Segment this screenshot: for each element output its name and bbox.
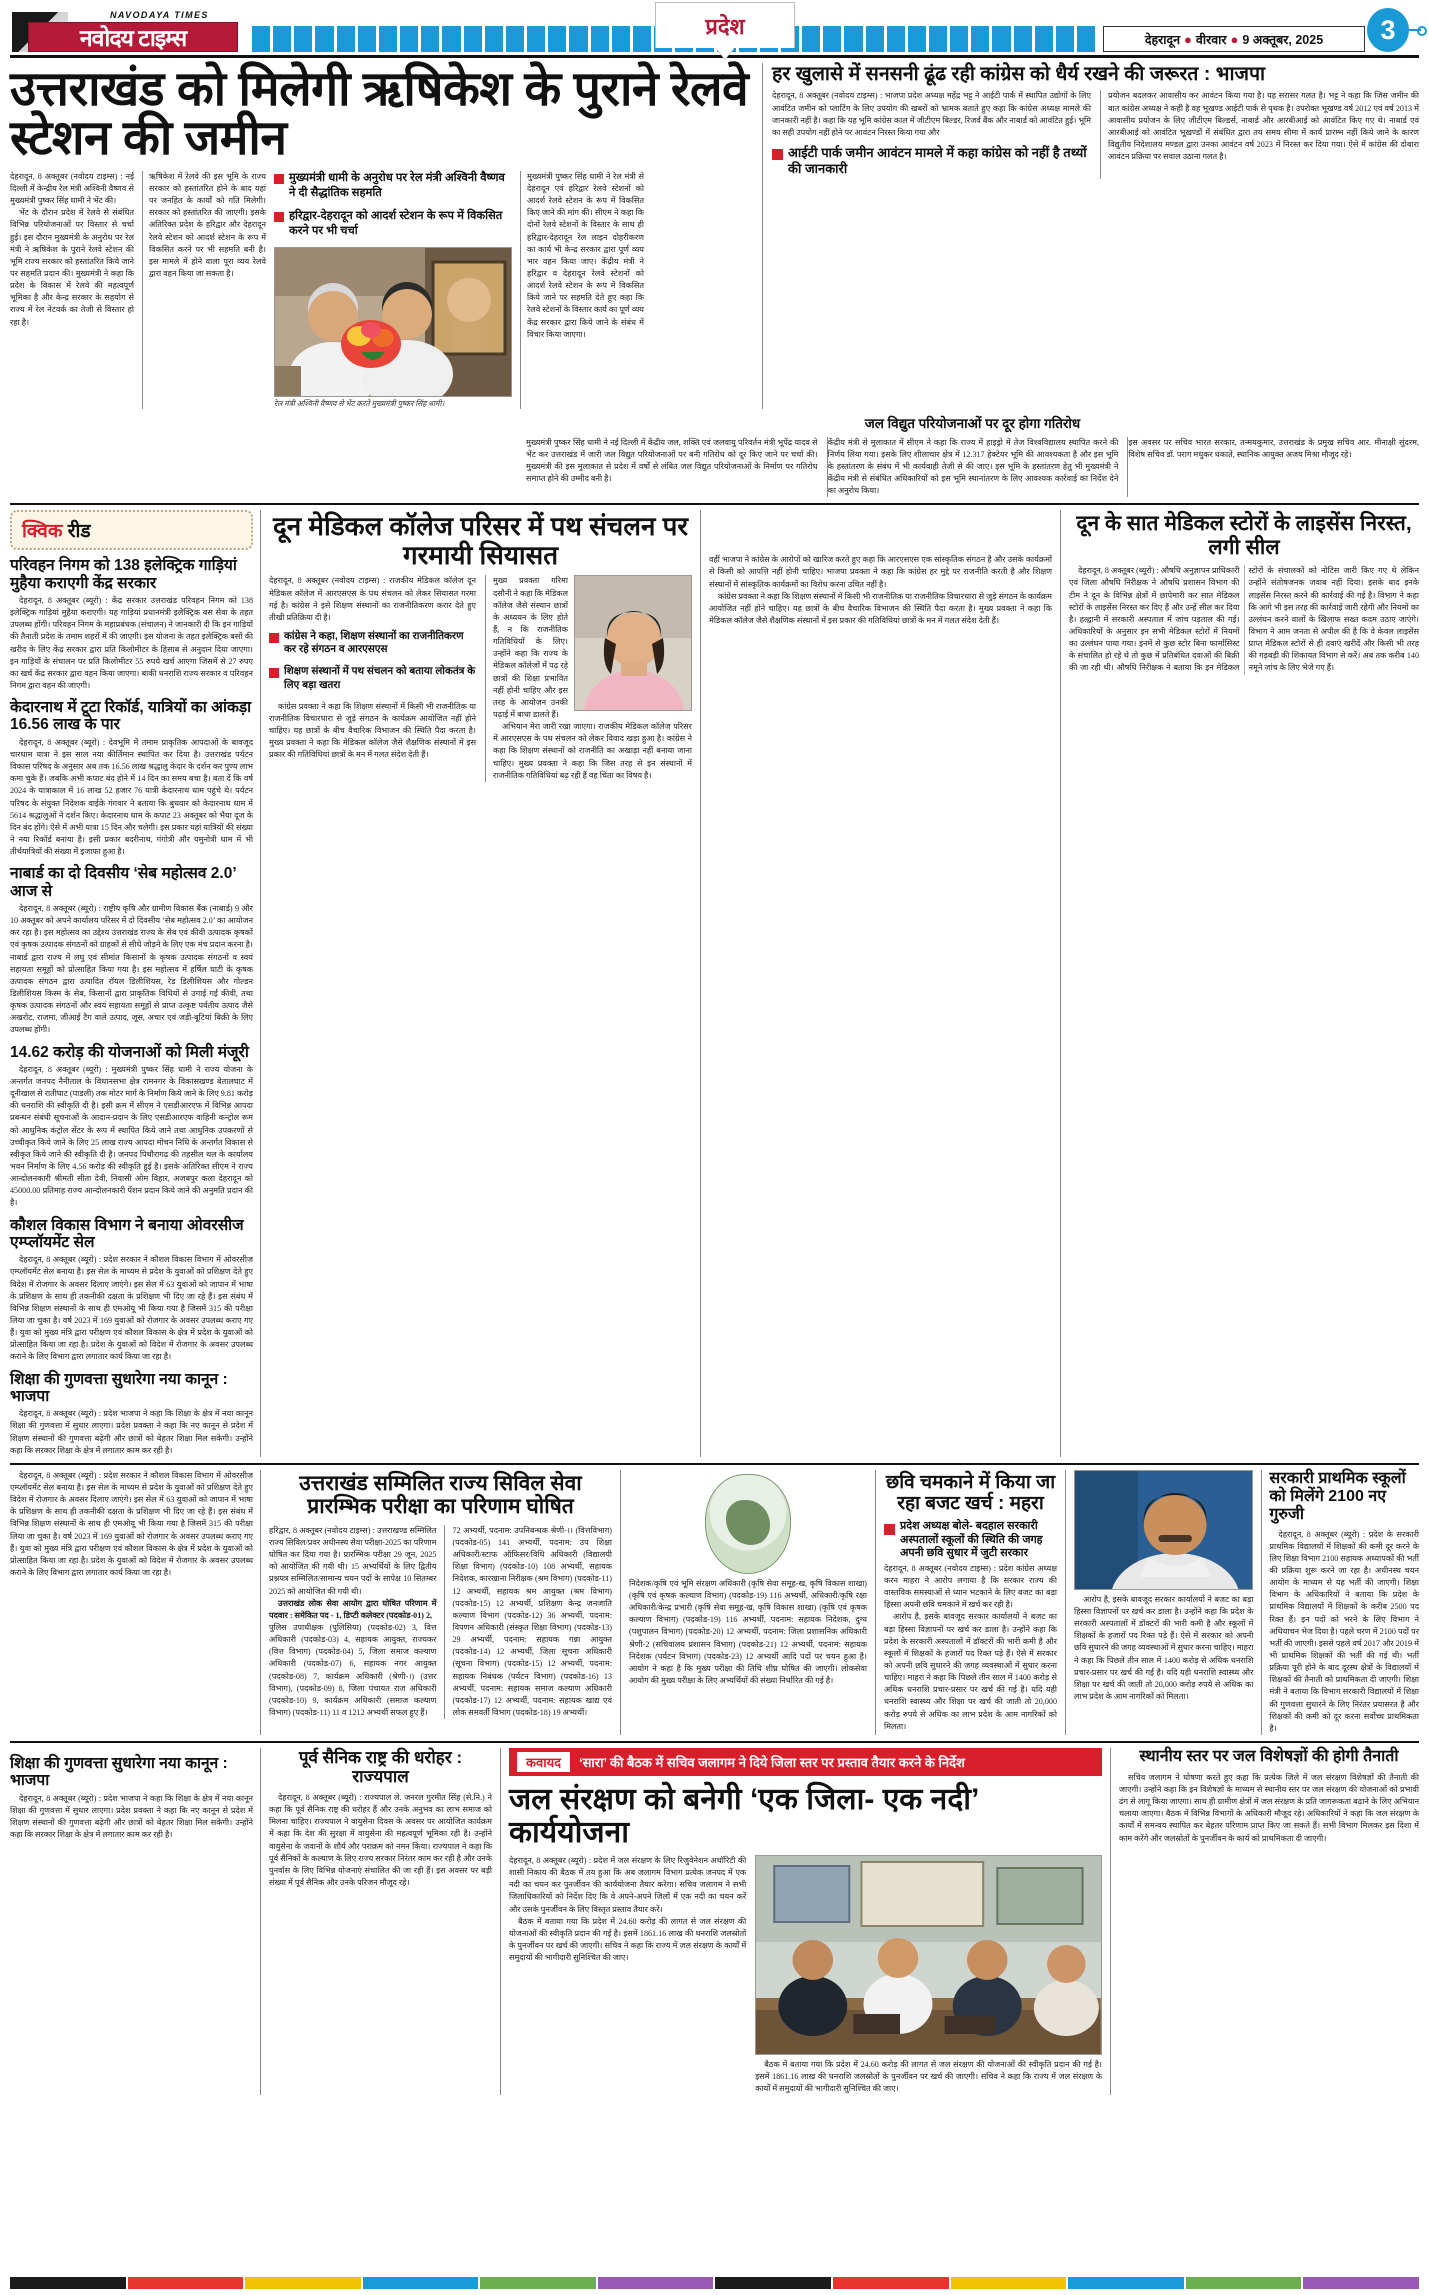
quick-read-label-red: क्विक — [22, 521, 63, 543]
lead-col3-text: मुख्यमंत्री पुष्कर सिंह धामी ने रेल मंत्री से देहरादून एवं हरिद्वार रेलवे स्टेशनों को आदर्श रेलवे स्टेशन के रूप में विकसित किए जाने की मांग की। सीएम ने कहा कि दोनों रेलवे स्टेशनों के विस्तार के साथ ही हरिद्वार-देहरादून रेल लाइन दोहरीकरण का कार्य भी केन्द्र सरकार द्वारा पूर्ण व्यय भार वहन किया जाए। केंद्रीय मंत्री ने हरिद्वार व देहरादून रेलवे स्टेशनों को आदर्श रेलवे स्टेशन के रूप में विकसित किये जाने पर सहमति देते हुए कहा कि रेलवे स्टेशनों के विस्तार कार्य का पूर्ण व्यय केंद्र सरकार द्वारा किये जाने के संबंध में विचार किया जाएगा। — [527, 171, 644, 339]
band3-spacer-column — [10, 1470, 260, 1735]
qr-text-6: देहरादून, 8 अक्तूबर (ब्यूरो) : प्रदेश भाजपा ने कहा कि शिक्षा के क्षेत्र में नया कानून शिक्षा की गुणवत्ता में सुधार लाएगा। प्रदेश प्रवक्ता ने कहा कि नए कानून से प्रदेश में शिक्षण संस्थानों की गुणवत्ता बढ़ेगी और छात्रों को बेहतर शिक्षा मिल सकेगी। उन्होंने कहा कि सरकार शिक्षा के क्षेत्र में लगातार काम कर रही है। — [10, 1409, 253, 1455]
water-banner-strip — [509, 1748, 1102, 1776]
lead-photo-caption: रेल मंत्री अश्विनी वैष्णव से भेंट करते मुख्यमंत्री पुष्कर सिंह धामी। — [274, 399, 445, 409]
band4-left-text: देहरादून, 8 अक्तूबर (ब्यूरो) : प्रदेश भाजपा ने कहा कि शिक्षा के क्षेत्र में नया कानून शिक्षा की गुणवत्ता में सुधार लाएगा। प्रदेश प्रवक्ता ने कहा कि नए कानून से प्रदेश में शिक्षण संस्थानों की गुणवत्ता बढ़ेगी और छात्रों को बेहतर शिक्षा मिल सकेगी। उन्होंने कहा कि सरकार शिक्षा के क्षेत्र में लगातार काम कर रही है। — [10, 1793, 253, 1840]
lead-dateline: देहरादून, 8 अक्तूबर (नवोदय टाइम्स) : नई दिल्ली में केन्द्रीय रेल मंत्री अश्विनी वैष्णव से मुख्यमंत्री पुष्कर सिंह धामी ने भेंट की। — [10, 171, 134, 206]
right-top-headline: हर खुलासे में सनसनी ढूंढ रही कांग्रेस को धैर्य रखने की जरूरत : भाजपा — [772, 63, 1266, 85]
governor-text: देहरादून, 8 अक्तूबर (ब्यूरो) : राज्यपाल ले. जनरल गुरमीत सिंह (से.नि.) ने कहा कि पूर्व सैनिक राष्ट्र की धरोहर हैं और उनके अनुभव का लाभ समाज को मिलना चाहिए। राज्यपाल ने वायुसेना दिवस के अवसर पर आयोजित कार्यक्रम में कहा कि देश की सुरक्षा में वायुसेना की महत्वपूर्ण भूमिका रही है। उन्होंने वायुसेना के जवानों के शौर्य और पराक्रम को नमन किया। राज्यपाल ने कहा कि पूर्व सैनिकों के कल्याण के लिए राज्य सरकार निरंतर काम कर रही है और उनके पुनर्वास के लिए विभिन्न योजनाएं संचालित की जा रही हैं। इस अवसर पर बड़ी संख्या में पूर्व सैनिक और उनके परिजन मौजूद रहे। — [269, 1793, 492, 1887]
hydro-headline: जल विद्युत परियोजनाओं पर दूर होगा गतिरोध — [864, 416, 1081, 432]
qr-headline-2: केदारनाथ में टूटा रिकॉर्ड, यात्रियों का आंकड़ा 16.56 लाख के पार — [10, 699, 252, 734]
lead-story — [10, 63, 762, 409]
mahra-portrait-illustration — [1075, 1471, 1252, 1590]
dateline-dot-2: ● — [1230, 31, 1239, 47]
civil-service-list-3: निदेशक/कृषि एवं भूमि संरक्षण अधिकारी (कृषि सेवा समूह-ख, कृषि विकास शाखा) (कृषि एवं कृषक कल्याण विभाग) (पदकोड-19) 116 अभ्यर्थी, अधिकारी/कृषि रक्षा अधिकारी/केन्द्र प्रभारी (कृषि सेवा समूह-ख, कृषि विकास शाखा) (कृषि एवं कृषक कल्याण विभाग) (पदकोड-19) 116 अभ्यर्थी, पदनाम: सहायक निदेशक, दुग्ध (पशुपालन विभाग) (पदकोड-20) 12 अभ्यर्थी, पदनाम: जिला प्रशासनिक अधिकारी श्रेणी-2 (सचिवालय प्रशासन विभाग) (पदकोड-21) 12 अभ्यर्थी, पदनाम: सहायक निदेशक (पर्यटन विभाग) (पदकोड-23) 12 अभ्यर्थी आदि पदों पर चयन हुआ है। आयोग ने कहा है कि मुख्य परीक्षा की तिथि शीघ्र घोषित की जाएगी। लोकसेवा आयोग की मुख्य परीक्षा के लिए अभ्यर्थियों की संख्या निर्धारित की गई है। — [629, 1578, 867, 1685]
schools-left-text: आरोप है, इसके बावजूद सरकार कार्यालयों ने बजट का बड़ा हिस्सा विज्ञापनों पर खर्च कर डाला है। उन्होंने कहा कि प्रदेश के सरकारी अस्पतालों में डॉक्टरों की भारी कमी है और स्कूलों में शिक्षकों के हजारों पद रिक्त पड़े हैं। ऐसे में सरकार को अपनी छवि सुधारने की जगह व्यवस्थाओं में सुधार करना चाहिए। माहरा ने कहा कि पिछले तीन साल में 1400 करोड़ से अधिक धनराशि प्रचार-प्रसार पर खर्च की गई है। यदि यही धनराशि स्वास्थ्य और शिक्षा पर खर्च की जाती तो 20,000 करोड़ रुपये से अधिक का लाभ प्रदेश के आम नागरिकों को मिलता। — [1074, 1594, 1254, 1701]
civil-service-story — [260, 1470, 620, 1735]
schools-story — [1065, 1470, 1419, 1735]
lead-col1-text: भेंट के दौरान प्रदेश में रेलवे से संबंधित विभिन्न परियोजनाओं पर विस्तार से चर्चा हुई। इस दौरान मुख्यमंत्री के अनुरोध पर रेल मंत्री ने ऋषिकेश के पुराने रेलवे स्टेशन की भूमि राज्य सरकार को हस्तांतरित किये जाने पर सहमति प्रदान की। मुख्यमंत्री ने कहा कि प्रदेश के विकास में रेलवे की महत्वपूर्ण भूमिका है और केन्द्र सरकार के सहयोग से राज्य में रेल नेटवर्क का तेजी से विस्तार हो रहा है। — [10, 208, 134, 327]
right-top-redbox-text: आईटी पार्क जमीन आवंटन मामले में कहा कांग्रेस को नहीं है तथ्यों की जानकारी — [788, 144, 1087, 176]
doon-medical-col4b: कांग्रेस प्रवक्ता ने कहा कि शिक्षण संस्थानों में किसी भी राजनीतिक या राजनीतिक विचारधारा से जुड़े संगठन के कार्यक्रम आयोजित नहीं होने चाहिए। यह छात्रों के बीच वैचारिक विभाजन की स्थिति पैदा करता है। मुख्य प्रवक्ता ने कहा कि मेडिकल कॉलेज जैसे शैक्षणिक संस्थानों में इस प्रकार की गतिविधियां छात्रों के मन में गलत संदेश देती हैं। — [709, 591, 1052, 625]
lead-col-2 — [142, 171, 266, 409]
qr-headline-4: 14.62 करोड़ की योजनाओं को मिली मंजूरी — [10, 1043, 249, 1061]
doon-medical-story — [260, 510, 700, 1457]
hydro-col1: मुख्यमंत्री पुष्कर सिंह धामी ने नई दिल्ली में केंद्रीय जल, शक्ति एवं जलवायु परिवर्तन मंत्री भूपेंद्र यादव से भेंट कर उत्तराखंड में जारी जल विद्युत परियोजनाओं पर बनी गतिरोध को दूर किए जाने पर चर्चा की। मुख्यमंत्री की इस मुलाकात से प्रदेश में वर्षों से लंबित जल विद्युत परियोजनाओं के निर्माण पर गतिरोध समाप्त होने की उम्मीद बनी है। — [526, 437, 818, 483]
dateline-date: 9 अक्तूबर, 2025 — [1242, 32, 1324, 47]
lead-photo — [274, 247, 512, 397]
schools-text: देहरादून, 8 अक्तूबर (ब्यूरो) : प्रदेश के सरकारी प्राथमिक विद्यालयों में शिक्षकों की कमी दूर करने के लिए शिक्षा विभाग 2100 सहायक अध्यापकों की भर्ती की प्रक्रिया शुरू करने जा रहा है। अधीनस्थ चयन आयोग के माध्यम से यह भर्ती की जाएगी। शिक्षा विभाग के अधिकारियों ने बताया कि प्रदेश के प्राथमिक विद्यालयों में शिक्षकों के करीब 2500 पद रिक्त हैं। इन पदों को भरने के लिए विभाग ने अधियाचन भेज दिया है। पहले चरण में 2100 पदों पर भर्ती की जाएगी। इससे पहले वर्ष 2017 और 2019 में भी प्राथमिक शिक्षकों की भर्ती की गई थी। भर्ती प्रक्रिया पूरी होने के बाद दूरस्थ क्षेत्रों के विद्यालयों में शिक्षकों की तैनाती को प्राथमिकता दी जाएगी। शिक्षा मंत्री ने बताया कि विभाग सरकारी विद्यालयों में शिक्षा की गुणवत्ता सुधारने के लिए निरंतर प्रयासरत है और शिक्षकों की कमी को दूर करना सर्वोच्च प्राथमिकता है। — [1269, 1529, 1419, 1733]
doon-medical-bullet-1-text: कांग्रेस ने कहा, शिक्षण संस्थानों का राजनीतिकरण कर रहे संगठन व आरएसएस — [284, 631, 464, 656]
civil-service-third-column — [620, 1470, 875, 1735]
governor-headline: पूर्व सैनिक राष्ट्र की धरोहर : राज्यपाल — [298, 1747, 463, 1786]
qr-text-5: देहरादून, 8 अक्तूबर (ब्यूरो) : प्रदेश सरकार ने कौशल विकास विभाग में ओवरसीज एम्प्लॉयमेंट सेल बनाया है। इस सेल के माध्यम से प्रदेश के युवाओं को प्रशिक्षण देते हुए विदेश में रोजगार के अवसर दिलाए जाएंगे। इस सेल में 63 युवाओं को जापान में भाषा के प्रशिक्षण के साथ ही तकनीकी दक्षता के प्रशिक्षण भी दिए जा रहे हैं। इस संबंध में विभिन्न शिक्षण संस्थानों के साथ ही एमओयू भी किया गया है जिसमें 315 की परीक्षा लिया जा चुका है। वर्ष 2023 में 169 युवाओं को रोजगार के अवसर उपलब्ध कराए गए हैं। युवा को मुख्य मंत्रि द्वारा परीक्षण एवं कौशल विकास के क्षेत्र में प्रदेश के युवाओं को प्रोत्साहित किया जा रहा है। प्रदेश के युवाओं को विदेश में रोजगार के अवसर उपलब्ध कराने के लिए विभाग द्वारा लगातार कार्य किया जा रहा है। — [10, 1255, 253, 1362]
qr-text-2: देहरादून, 8 अक्तूबर (ब्यूरो) : देवभूमि में तमाम प्राकृतिक आपदाओं के बावजूद चारधाम यात्रा ने इस साल नया कीर्तिमान स्थापित कर दिया है। उत्तराखंड पर्यटन विकास परिषद के अनुसार अब तक 16.56 लाख श्रद्धालु केदार के दर्शन कर पुण्य लाभ कमा चुके हैं। जबकि अभी कपाट बंद होने में 14 दिन का समय बचा है। बता दें कि वर्ष 2024 के यात्राकाल में 16 लाख 52 हजार 76 यात्री केदारनाथ धाम पहुंचे थे। पर्यटन परिषद के संयुक्त निदेशक वाईके गंगवार ने बताया कि बुधवार को केदारनाथ धाम में 5614 श्रद्धालुओं ने दर्शन किए। केदारनाथ धाम के कपाट 23 अक्तूबर को भैया दूज के दिन बंद होंगे। ऐसे में अभी यात्रा 15 दिन और चलेगी। इस प्रकार यहां यात्रियों की संख्या ने नया रिकॉर्ड बनाया है। इसी प्रकार बदरीनाथ, गंगोत्री और यमुनोत्री धाम में भी तीर्थयात्रियों की संख्या में इजाफा हुआ है। — [10, 737, 253, 857]
lead-bullet-1-text: मुख्यमंत्री धामी के अनुरोध पर रेल मंत्री अश्विनी वैष्णव ने दी सैद्धांतिक सहमति — [289, 171, 505, 199]
portrait-illustration — [575, 576, 692, 711]
page-number-tail-icon — [1405, 29, 1421, 31]
doon-stores-text: देहरादून, 8 अक्तूबर (ब्यूरो) : औषधि अनुज्ञापन प्राधिकारी एवं जिला औषधि निरीक्षक ने औषधि प्रशासन विभाग की टीम ने दून के विभिन्न क्षेत्रों में छापेमारी कर सात मेडिकल स्टोरों के लाइसेंस निरस्त कर दिए हैं और उन्हें सील कर दिया है। हल्द्वानी में सरकारी अस्पताल में जांच पड़ताल की गई। अधिकारियों के अनुसार इन सभी मेडिकल स्टोरों में नियमों का उल्लंघन पाया गया। इनमें से कुछ स्टोर बिना फार्मासिस्ट के संचालित हो रहे थे तो कुछ में प्रतिबंधित दवाओं की बिक्री की जा रही थी। औषधि निरीक्षक ने बताया कि इन मेडिकल स्टोरों के संचालकों को नोटिस जारी किए गए थे लेकिन उन्होंने संतोषजनक जवाब नहीं दिया। इसके बाद इनके लाइसेंस निरस्त करने की कार्रवाई की गई है। विभाग ने कहा कि आगे भी इस तरह की कार्रवाई जारी रहेगी और नियमों का उल्लंघन करने वालों के खिलाफ सख्त कदम उठाए जाएंगे। विभाग ने आम जनता से अपील की है कि वे केवल लाइसेंस प्राप्त मेडिकल स्टोरों से ही दवाएं खरीदें और किसी भी तरह की गड़बड़ी की शिकायत विभाग से करें। अब तक करीब 140 नमूने जांच के लिए भेजे गए हैं। — [1069, 566, 1419, 673]
right-top-redbox — [772, 145, 1091, 176]
lead-photo-illustration — [275, 248, 512, 397]
chhavi-redbox-text: प्रदेश अध्यक्ष बोले- बदहाल सरकारी अस्पतालों स्कूलों की स्थिति की जगह अपनी छवि सुधार में जुटी सरकार — [900, 1520, 1043, 1559]
qr-text-4: देहरादून, 8 अक्तूबर (ब्यूरो) : मुख्यमंत्री पुष्कर सिंह धामी ने राज्य योजना के अन्तर्गत जनपद नैनीताल के विधानसभा क्षेत्र रामनगर के विकासखण्ड बेतालघाट में दूनीखाल से रातीघाट (पाडली) तक मोटर मार्ग के निर्माण किये जाने के लिए 9.81 करोड़ की धनराशि की स्वीकृति दी है। इसी क्रम में सीएम ने एसडीआरएफ में विभिन्न आपदा प्रबन्धन संबंधी सूचनाओं के आदान-प्रदान के लिए एसडीआरएफ वाहिनी कन्ट्रोल रूम को आधुनिक कंट्रोल सेंटर के रूप में स्थापित किये जाने तथा आधुनिक उपकरणों से उच्चीकृत किये जाने के लिए 25 लाख राज्य आपदा मोचन निधि के अन्तर्गत विकास से स्वीकृत किये जाने की स्वीकृति दी है। जनपद पिथौरागढ़ की तहसील थल के कार्यालय भवन निर्माण के लिए 4.56 करोड़ की स्वीकृति हुई है। इसके अतिरिक्त सीएम ने राज्य आन्दोलनकारी श्रीमती सीता देवी, निवासी ओम विहार, अजबपुर कला देहरादून को 45000.00 प्रतिमाह राज्य आन्दोलनकारी पेंशन प्रदान किये जाने की अनुमति प्रदान की है। — [10, 1064, 253, 1208]
bullet-square-icon — [884, 1524, 895, 1535]
dateline-place: देहरादून — [1144, 32, 1181, 47]
civil-service-headline: उत्तराखंड सम्मिलित राज्य सिविल सेवा प्रारम्भिक परीक्षा का परिणाम घोषित — [299, 1471, 582, 1519]
doon-medical-headline: दून मेडिकल कॉलेज परिसर में पथ संचलन पर गरमायी सियासत — [272, 511, 689, 570]
band-4 — [10, 1741, 1419, 2095]
doon-stores-story — [1060, 510, 1419, 1457]
lead-bullets-and-photo — [274, 171, 512, 409]
dateline-day: वीरवार — [1195, 32, 1227, 47]
qr-headline-3: नाबार्ड का दो दिवसीय ‘सेब महोत्सव 2.0’ आज से — [10, 865, 237, 900]
qr-headline-1: परिवहन निगम को 138 इलेक्ट्रिक गाड़ियां मुहैया कराएगी केंद्र सरकार — [10, 557, 237, 592]
dateline-dot-1: ● — [1184, 31, 1192, 47]
doon-medical-bullet-2 — [269, 665, 476, 691]
qr-headline-5: कौशल विकास विभाग ने बनाया ओवरसीज एम्प्लॉयमेंट सेल — [10, 1216, 244, 1251]
bullet-square-icon — [274, 174, 284, 184]
lead-subband — [10, 411, 1419, 497]
civil-service-list-2: 72 अभ्यर्थी, पदनाम: उपनिबन्धक श्रेणी-।। (वित्तविभाग) (पदकोड-05) 141 अभ्यर्थी, पदनाम: उप शिक्षा अधिकारी/स्टाफ ऑफिसर/विधि अधिकारी (विद्यालयी शिक्षा विभाग) (पदकोड-10) 108 अभ्यर्थी, सहायक निदेशक, कारखाना निरीक्षक (श्रम विभाग) (पदकोड-11) 12 अभ्यर्थी, सहायक श्रम आयुक्त (श्रम विभाग) (पदकोड-15) 12 अभ्यर्थी, प्रशिक्षण केन्द्र जनजाति कल्याण विभाग (पदकोड-12) 36 अभ्यर्थी, पदनाम: विपणन अधिकारी (संस्कृत शिक्षा विभाग) (पदकोड-13) 29 अभ्यर्थी, पदनाम: सहायक गन्ना आयुक्त (पदकोड-14) 12 अभ्यर्थी, जिला सूचना अधिकारी (सूचना विभाग) (पदकोड-15) 12 अभ्यर्थी, पदनाम: सहायक निबंधक (पर्यटन विभाग) (पदकोड-16) 13 अभ्यर्थी, पदनाम: सहायक समाज कल्याण अधिकारी (पदकोड-17) 12 अभ्यर्थी, पदनाम: सहायक खाद्य एवं लोक समवर्ती विभाग (पदकोड-18) 19 अभ्यर्थी। — [452, 1525, 612, 1717]
governor-story — [260, 1748, 500, 2095]
civil-service-intro: हरिद्वार, 8 अक्तूबर (नवोदय टाइम्स) : उत्तराखण्ड सम्मिलित राज्य सिविल/प्रवर अधीनस्थ सेवा परीक्षा-2025 का परिणाम घोषित कर दिया गया है। प्रारम्भिक परीक्षा 29 जून, 2025 को आयोजित की गयी थी। 15 अभ्यर्थियों के लिए द्वितीय प्रश्नपत्र सम्मिलित/सामान्य चयन पदों के सापेक्ष 10 सितम्बर 2025 को आयोजित की गयी थी। — [269, 1525, 437, 1596]
band-2 — [10, 503, 1419, 1457]
footer-color-bar — [10, 2277, 1419, 2289]
band3-col-a-text: देहरादून, 8 अक्तूबर (ब्यूरो) : प्रदेश सरकार ने कौशल विकास विभाग में ओवरसीज एम्प्लॉयमेंट सेल बनाया है। इस सेल के माध्यम से प्रदेश के युवाओं को प्रशिक्षण देते हुए विदेश में रोजगार के अवसर दिलाए जाएंगे। इस सेल में 63 युवाओं को जापान में भाषा के प्रशिक्षण के साथ ही तकनीकी दक्षता के प्रशिक्षण भी दिए जा रहे हैं। इस संबंध में विभिन्न शिक्षण संस्थानों के साथ ही एमओयू भी किया गया है जिसमें 315 की परीक्षा लिया जा चुका है। वर्ष 2023 में 169 युवाओं को रोजगार के अवसर उपलब्ध कराए गए हैं। युवा को मुख्य मंत्रि द्वारा परीक्षण एवं कौशल विकास के क्षेत्र में प्रदेश के युवाओं को प्रोत्साहित किया जा रहा है। प्रदेश के युवाओं को विदेश में रोजगार के अवसर उपलब्ध कराने के लिए विभाग द्वारा लगातार कार्य किया जा रहा है। — [10, 1470, 253, 1577]
water-meeting-photo — [755, 1855, 1102, 2055]
chhavi-dateline: देहरादून, 8 अक्तूबर (नवोदय टाइम्स) : प्रदेश कांग्रेस अध्यक्ष करन माहरा ने आरोप लगाया है कि सरकार राज्य की वास्तविक समस्याओं से ध्यान भटकाने के लिए बजट का बड़ा हिस्सा अपनी छवि चमकाने में खर्च कर रही है। — [884, 1563, 1057, 1610]
masthead-rule — [10, 55, 1419, 58]
qr-headline-6: शिक्षा की गुणवत्ता सुधारेगा नया कानून : भाजपा — [10, 1370, 228, 1405]
doon-medical-bullet-1 — [269, 630, 476, 656]
chhavi-redbox — [884, 1520, 1057, 1560]
doon-medical-bullets — [269, 630, 476, 692]
civil-service-subheading: उत्तराखंड लोक सेवा आयोग द्वारा घोषित परिणाम में पदवार : समेकित पद - 1, डिप्टी कलेक्टर (पदकोड-01) 2, — [269, 1598, 437, 1620]
section-tab-pradesh[interactable] — [655, 2, 795, 48]
logo-english-name: NAVODAYA TIMES — [110, 10, 209, 20]
water-banner-col2: बैठक में बताया गया कि प्रदेश में 24.60 करोड़ की लागत से जल संरक्षण की योजनाओं की स्वीकृति प्रदान की गई है। इसमें 1861.16 लाख की धनराशि जलस्रोतों के पुनर्जीवन पर खर्च की जाएगी। सचिव ने कहा कि राज्य में जल संरक्षण के कार्यों में समुदायों की भागीदारी सुनिश्चित की जाए। — [755, 2059, 1102, 2094]
right-top-dateline: देहरादून, 8 अक्तूबर (नवोदय टाइम्स) : भाजपा प्रदेश अध्यक्ष महेंद्र भट्ट ने आईटी पार्क में स्थापित उद्योगों के लिए आवंटित जमीन को प्लाटिंग के लिए उपयोग की खबरों को भ्रामक बताते हुए कहा कि कांग्रेस अध्यक्ष मामले की जानकारी नहीं है। कहा कि यह भूमि कांग्रेस काल में जीटीएम बिल्डर, रिजर्व बैंक और नाबार्ड को आवंटित हुई। भूमि का सही उपयोग नहीं होने पर आवंटन निरस्त किया गया और — [772, 91, 1091, 137]
doon-medical-col1: कांग्रेस प्रवक्ता ने कहा कि शिक्षण संस्थानों में किसी भी राजनीतिक या राजनीतिक विचारधारा से जुड़े संगठन के कार्यक्रम आयोजित नहीं होने चाहिए। यह छात्रों के बीच वैचारिक विभाजन की स्थिति पैदा करता है। मुख्य प्रवक्ता ने कहा कि मेडिकल कॉलेज जैसे शैक्षणिक संस्थानों में इस प्रकार की गतिविधियां छात्रों के मन में गलत संदेश देती हैं। — [269, 701, 476, 760]
lead-headline: उत्तराखंड को मिलेगी ऋषिकेश के पुराने रेलवे स्टेशन की जमीन — [10, 63, 749, 165]
meeting-photo-illustration — [756, 1856, 1101, 2055]
lead-band — [10, 63, 1419, 409]
water-experts-text: सचिव जलागम ने घोषणा करते हुए कहा कि प्रत्येक जिले में जल संरक्षण विशेषज्ञों की तैनाती की जाएगी। उन्होंने कहा कि इन विशेषज्ञों के माध्यम से स्थानीय स्तर पर जल संरक्षण की योजनाओं को प्रभावी ढंग से लागू किया जाएगा। साथ ही ग्रामीण क्षेत्रों में जल संरक्षण के प्रति जागरूकता बढ़ाने के लिए अभियान चलाया जाएगा। बैठक में विभिन्न विभागों के अधिकारी मौजूद रहे। अधिकारियों ने कहा कि जल संरक्षण के कार्यों में समन्वय स्थापित कर बेहतर परिणाम प्राप्त किए जा सकते हैं। सभी विभाग मिलकर इस दिशा में काम करेंगे और जलस्रोतों के पुनर्जीवन के कार्य को प्राथमिकता दी जाएगी। — [1119, 1772, 1419, 1843]
bullet-square-icon — [772, 149, 783, 160]
hydro-col2: केंद्रीय मंत्री से मुलाकात में सीएम ने कहा कि राज्य में हाइड्रो में तेज विश्वविद्यालय स्थापित करने की निर्णय लिया गया। इसके लिए शीलाचार क्षेत्र में 12.317 हेक्टेयर भूमि की आवश्यकता है और इस भूमि के हस्तांतरण के संबंध में भी कार्यवाही तेजी से की जाए। इस भूमि के हस्तांतरण हेतु भी मुख्यमंत्री ने केंद्रीय मंत्री से संबंधित अधिकारियों को इस भूमि स्थानांतरण के लिए आवश्यक कार्रवाई का निर्देश देने का अनुरोध किया। — [827, 437, 1119, 498]
water-banner-col1: देहरादून, 8 अक्तूबर (ब्यूरो) : प्रदेश में जल संरक्षण के लिए रिजुवेनेशन अथॉरिटी की शासी निकाय की बैठक में तय हुआ कि अब जलागम विभाग प्रत्येक जनपद में एक नदी का चयन कर पुनर्जीवन की कार्ययोजना तैयार करेगा। सचिव जलागम ने सभी जिलाधिकारियों को निर्देश दिए कि वे अपने-अपने जिलों में एक नदी का चयन करें और उसके पुनर्जीवन के लिए विस्तृत प्रस्ताव तैयार करें। — [509, 1855, 747, 1914]
bullet-square-icon — [274, 212, 284, 222]
lead-bullet-2 — [274, 209, 512, 238]
right-top-story — [762, 63, 1419, 409]
doon-medical-col4: वहीं भाजपा ने कांग्रेस के आरोपों को खारिज करते हुए कहा कि आरएसएस एक सांस्कृतिक संगठन है और उसके कार्यक्रमों से किसी को आपत्ति नहीं होनी चाहिए। भाजपा प्रवक्ता ने कहा कि कांग्रेस हर मुद्दे पर राजनीति करती है और शिक्षण संस्थानों में सांस्कृतिक कार्यक्रमों का विरोध करना उचित नहीं है। — [709, 555, 1052, 589]
masthead — [10, 6, 1419, 52]
mahra-portrait-photo — [1074, 1470, 1253, 1590]
dateline-bar — [1103, 26, 1365, 52]
doon-medical-extra-column — [700, 510, 1060, 1457]
schools-headline: सरकारी प्राथमिक स्कूलों को मिलेंगे 2100 नए गुरुजी — [1269, 1469, 1406, 1523]
band-3 — [10, 1463, 1419, 1735]
doon-medical-col2: मुख्य प्रवक्ता गरिमा दसौनी ने कहा कि मेडिकल कॉलेज जैसे संस्थान छात्रों के अध्ययन के लिए होते हैं, न कि राजनीतिक गतिविधियों के लिए। उन्होंने कहा कि राज्य के मेडिकल कॉलेजों में पढ़ रहे छात्रों की शिक्षा प्रभावित नहीं होनी चाहिए और इस तरह के आयोजन उनकी पढ़ाई में बाधा डालते हैं। — [492, 576, 568, 720]
lead-col-4 — [520, 171, 644, 409]
logo-hindi-name: नवोदय टाइम्स — [28, 22, 238, 52]
water-experts-headline: स्थानीय स्तर पर जल विशेषज्ञों की होगी तैनाती — [1139, 1747, 1399, 1765]
water-banner-story — [500, 1748, 1110, 2095]
lead-bullet-1 — [274, 171, 512, 200]
water-banner-headline: जल संरक्षण को बनेगी ‘एक जिला- एक नदी’ कार्ययोजना — [509, 1782, 979, 1849]
water-banner-col1b: बैठक में बताया गया कि प्रदेश में 24.60 करोड़ की लागत से जल संरक्षण की योजनाओं की स्वीकृति प्रदान की गई है। इसमें 1861.16 लाख की धनराशि जलस्रोतों के पुनर्जीवन पर खर्च की जाएगी। सचिव ने कहा कि राज्य में जल संरक्षण के कार्यों में समुदायों की भागीदारी सुनिश्चित की जाए। — [509, 1916, 747, 1963]
water-banner-tag: कवायद — [517, 1752, 570, 1772]
bullet-square-icon — [269, 668, 279, 678]
page-number-badge — [1365, 8, 1419, 52]
bullet-square-icon — [269, 633, 279, 643]
doon-medical-dateline: देहरादून, 8 अक्तूबर (नवोदय टाइम्स) : राजकीय मेडिकल कॉलेज दून मेडिकल कॉलेज में आरएसएस के पथ संचलन को लेकर सियासत गरमा गई है। कांग्रेस ने इसे शिक्षण संस्थानों का राजनीतिकरण करार देते हुए तीखी प्रतिक्रिया दी है। — [269, 576, 476, 622]
hydro-col3: इस अवसर पर सचिव भारत सरकार, तन्मयकुमार, उत्तराखंड के प्रमुख सचिव आर. मीनाक्षी सुंदरम, विशेष सचिव डॉ. पराग मधुकर धकाते, स्थानिक आयुक्त अजय मिश्रा मौजूद रहे। — [1127, 437, 1419, 498]
page-number: 3 — [1367, 8, 1409, 52]
quick-read-column — [10, 510, 260, 1457]
civil-service-list-1: पुलिस उपाधीक्षक (पुलिसिया) (पदकोड-02) 3, वित्त अधिकारी (पदकोड-03) 4, सहायक आयुक्त, राज्यकर (वित्त विभाग) (पदकोड-04) 5, जिला समाज कल्याण अधिकारी (पदकोड-07) 6, सहायक नगर आयुक्त (पदकोड-08) 7, कार्यक्रम अधिकारी (श्रेणी-।) (उत्तर विभाग), (पदकोड-09) 8, जिला पंचायत राज अधिकारी (पदकोड-10) 9, कार्यक्रम अधिकारी (समाज कल्याण विभाग) (पदकोड-11) 11 व 1212 अभ्यर्थी सफल हुए हैं। — [269, 1622, 437, 1717]
chhavi-col2: आरोप है, इसके बावजूद सरकार कार्यालयों ने बजट का बड़ा हिस्सा विज्ञापनों पर खर्च कर डाला है। उन्होंने कहा कि प्रदेश के सरकारी अस्पतालों में डॉक्टरों की भारी कमी है और स्कूलों में शिक्षकों के हजारों पद रिक्त पड़े हैं। ऐसे में सरकार को अपनी छवि सुधारने की जगह व्यवस्थाओं में सुधार करना चाहिए। माहरा ने कहा कि पिछले तीन साल में 1400 करोड़ से अधिक धनराशि प्रचार-प्रसार पर खर्च की गई है। यदि यही धनराशि स्वास्थ्य और शिक्षा पर खर्च की जाती तो 20,000 करोड़ रुपये से अधिक का लाभ प्रदेश के आम नागरिकों को मिलता। — [884, 1612, 1057, 1731]
uttarakhand-emblem-icon — [705, 1474, 791, 1574]
quick-read-label-rest: रीड — [67, 521, 91, 543]
lead-col-1 — [10, 171, 134, 409]
doon-medical-portrait-photo — [574, 575, 692, 711]
hydro-story — [518, 411, 1419, 497]
water-banner-strip-text: ‘सारा’ की बैठक में सचिव जलागम ने दिये जिला स्तर पर प्रस्ताव तैयार करने के निर्देश — [579, 1754, 965, 1770]
right-top-col2-text: प्रयोजन बदलकर आवासीय कर आवंटन किया गया है। यह सरासर गलत है। भट्ट ने कहा कि जिस जमीन की बात कांग्रेस अध्यक्ष ने कही है वह भूखण्ड आईटी पार्क से पृथक है। उपरोक्त भूखण्ड वर्ष 2012 एवं वर्ष 2013 में आवासीय प्रयोजन के लिए जीटीएम बिल्डर्स, नाबार्ड और आरबीआई को आवंटित किए गए थे। नाबार्ड एवं आरबीआई को आवंटित भूखण्डों में संबंधित द्वारा तय समय सीमा में कार्य प्रारम्भ नहीं किये जाने के कारण विद्युतीय निदेशालय मण्डल द्वारा उनका आवंटन वर्ष 2023 में निरस्त कर दिया गया। ऐसे में कांग्रेस की दोबारा आवंटन प्रक्रिया पर सवाल उठाना गलत है। — [1108, 91, 1419, 162]
section-tab-label: प्रदेश — [705, 13, 745, 39]
chhavi-headline: छवि चमकाने में किया जा रहा बजट खर्च : महरा — [885, 1471, 1056, 1515]
quick-read-label — [10, 510, 253, 550]
doon-medical-col3: अभियान मेरा जारी रखा जाएगा। राजकीय मेडिकल कॉलेज परिसर में आरएसएस के पथ संचलन को लेकर विवाद खड़ा हुआ है। कांग्रेस ने कहा कि शिक्षण संस्थानों को राजनीति का अखाड़ा नहीं बनाया जाना चाहिए। मुख्य प्रवक्ता ने कहा कि जिस तरह से इन संस्थानों में राजनीतिक गतिविधियां बढ़ रही हैं वह चिंता का विषय है। — [492, 722, 692, 780]
doon-stores-headline: दून के सात मेडिकल स्टोरों के लाइसेंस निरस्त, लगी सील — [1076, 512, 1412, 559]
band4-left-column — [10, 1748, 260, 2095]
newspaper-logo[interactable] — [10, 10, 246, 52]
band4-left-headline: शिक्षा की गुणवत्ता सुधारेगा नया कानून : भाजपा — [10, 1754, 228, 1790]
water-experts-story — [1110, 1748, 1419, 2095]
qr-text-1: देहरादून, 8 अक्तूबर (ब्यूरो) : केंद्र सरकार उत्तराखंड परिवहन निगम को 138 इलेक्ट्रिक गाड़ियां मुहैया कराएगी। यह गाड़ियां प्रधानमंत्री इलेक्ट्रिक बस सेवा के तहत उपलब्ध होंगी। परिवहन निगम के महाप्रबंधक (संचालन) ने जानकारी दी कि इन गाड़ियों की तैनाती प्रदेश के तमाम शहरों में की जाएगी। इस योजना के तहत इलेक्ट्रिक बसों की खरीद के लिए केंद्र सरकार द्वारा प्रति किलोमीटर के हिसाब से अनुदान दिया जाएगा। इन गाड़ियों के संचालन पर प्रति किलोमीटर 55 रुपये खर्च आएगा जिसमें से 27 रुपए का खर्च केंद्र सरकार द्वारा वहन किया जाएगा। बाकी धनराशि राज्य सरकार व परिवहन निगम द्वारा वहन की जाएगी। — [10, 596, 253, 690]
qr-text-3: देहरादून, 8 अक्तूबर (ब्यूरो) : राष्ट्रीय कृषि और ग्रामीण विकास बैंक (नाबार्ड) 9 और 10 अक्तूबर को अपने कार्यालय परिसर में दो दिवसीय ‘सेब महोत्सव 2.0’ का आयोजन कर रहा है। इस महोत्सव का उद्देश्य उत्तराखंड राज्य के सेब एवं कीवी उत्पादक कृषकों एवं कृषक उत्पादक संगठनों को ग्राहकों से सीधे जोड़ने के लिए एक मंच प्रदान करना है। नाबार्ड द्वारा राज्य में लघु एवं सीमांत किसानों के कृषक उत्पादक संगठनों व स्वयं सहायता समूहों को प्रोत्साहित किया गया है। इस महोत्सव में हर्षिल घाटी के कृषक उत्पादक संगठन द्वारा उत्पादित रॉयल डिलीशियस, रेड डिलीशियस और गोल्डन डिलीशियस किस्म के सेब, किसानों द्वारा प्राकृतिक विधियों से उगाई गई कीवी, तथा कृषक उत्पादक संगठनों और स्वयं सहायता समूहों से प्राप्त उत्कृष्ट पर्वतीय उत्पाद जैसे अखरोट, राजमा, जीआई टैग वाले उत्पाद, जूस, अचार एवं जड़ी-बूटियां बिक्री के लिए उपलब्ध होंगी। — [10, 903, 253, 1035]
lead-col2-text: ऋषिकेश में रेलवे की इस भूमि के राज्य सरकार को हस्तांतरित होने के बाद यहां पर जनहित के कार्यों को गति मिलेगी। सरकार को हस्तांतरित की जाएगी। इसके अतिरिक्त प्रदेश के हरिद्वार और देहरादून रेलवे स्टेशन को आदर्श स्टेशन के रूप में विकसित करने पर भी सहमति बनी है। इस मामले में होने वाला पूरा व्यय रेलवे द्वारा वहन किया जा सकता है। — [149, 171, 266, 279]
doon-medical-bullet-2-text: शिक्षण संस्थानों में पथ संचलन को बताया लोकतंत्र के लिए बड़ा खतरा — [284, 666, 476, 691]
chhavi-story — [875, 1470, 1065, 1735]
lead-bullet-2-text: हरिद्वार-देहरादून को आदर्श स्टेशन के रूप में विकसित करने पर भी चर्चा — [289, 210, 503, 237]
